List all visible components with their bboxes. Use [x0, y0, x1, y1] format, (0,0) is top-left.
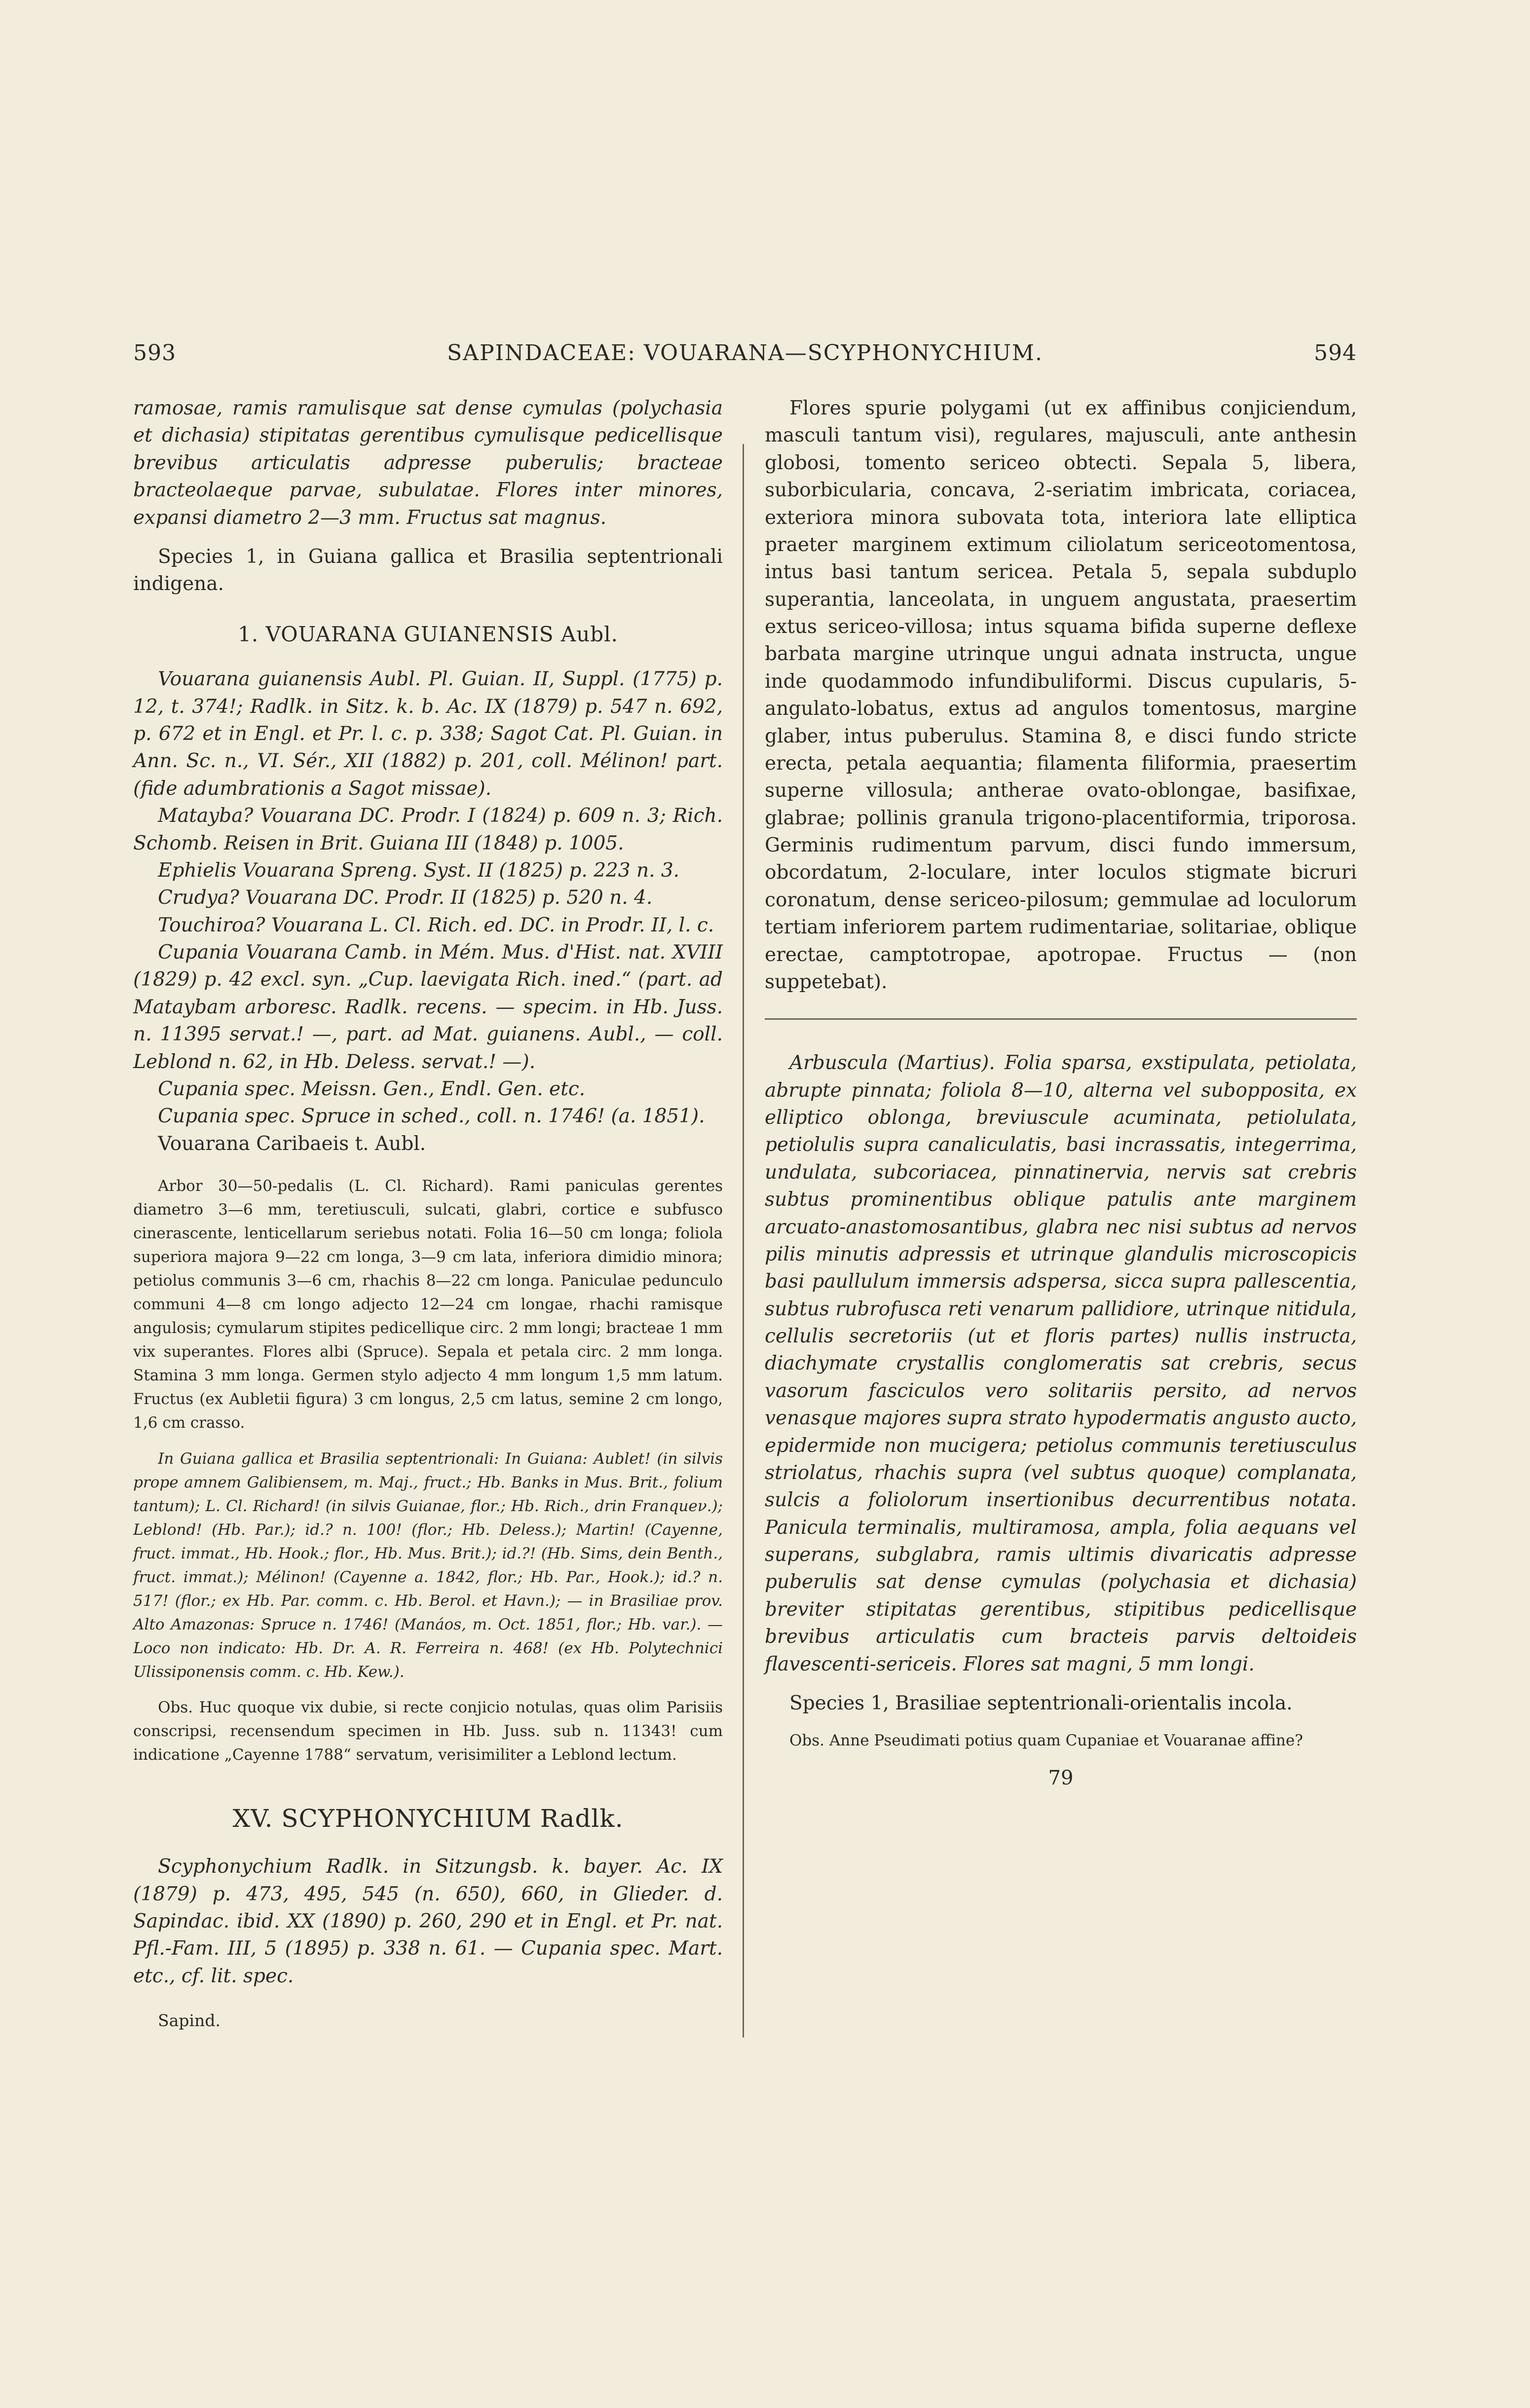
signature-mark: Sapind.	[158, 2011, 221, 2030]
synonym-5: Touchiroa? Vouarana L. Cl. Rich. ed. DC. in Prodr. II, l. c.	[158, 914, 714, 936]
running-header	[133, 340, 1357, 375]
observation-left: Obs. Huc quoque vix dubie, si recte conjicio notulas, quas olim Parisiis conscripsi, recensendum specimen in Hb. Juss. sub n. 11343! cum indicatione „Cayenne 1788“ servatum, verisimiliter a Leblond lectum.	[133, 1698, 723, 1764]
genus-description-continued: ramosae, ramis ramulisque sat dense cymulas (polychasia et dichasia) stipitatas gerentibus cymulisque pedicellisque brevibus articulatis adpresse puberulis; bracteae bracteolaeque parvae, subulatae. Flores inter minores, expansi diametro 2—3 mm. Fructus sat magnus.	[133, 397, 723, 529]
page-footer-number: 79	[1048, 1767, 1074, 1790]
flower-description: Flores spurie polygami (ut ex affinibus conjiciendum, masculi tantum visi), regulares, majusculi, ante anthesin globosi, tomento sericeo obtecti. Sepala 5, libera, suborbicularia, concava, 2-seriatim imbricata, coriacea, exteriora minora subovata tota, interiora late elliptica praeter marginem extimum ciliolatum sericeotomentosa, intus basi tantum sericea. Petala 5, sepala subduplo superantia, lanceolata, in unguem angustata, praesertim extus sericeo-villosa; intus squama bifida superne deflexe barbata margine utrinque ungui adnata instructa, ungue inde quodammodo infundibuliformi. Discus cupularis, 5-angulato-lobatus, extus ad angulos tomentosus, margine glaber, intus puberulus. Stamina 8, e disci fundo stricte erecta, petala aequantia; filamenta filiformia, praesertim superne villosula; antherae ovato-oblongae, basifixae, glabrae; pollinis granula trigono-placentiformia, triporosa. Germinis rudimentum parvum, disci fundo immersum, obcordatum, 2-loculare, inter loculos stigmate bicruri coronatum, dense sericeo-pilosum; gemmulae ad loculorum tertiam inferiorem partem rudimentariae, solitariae, oblique erectae, camptotropae, apotropae. Fructus — (non suppetebat).	[765, 397, 1357, 993]
habit-description: Arbuscula (Martius). Folia sparsa, exstipulata, petiolata, abrupte pinnata; foliola 8—10, alterna vel subopposita, ex elliptico oblonga, breviuscule acuminata, petiolulata, petiolulis supra canaliculatis, basi incrassatis, integerrima, undulata, subcoriacea, pinnatinervia, nervis sat crebris subtus prominentibus oblique patulis ante marginem arcuato-anastomosantibus, glabra nec nisi subtus ad nervos pilis minutis adpressis et utrinque glandulis microscopicis basi paullulum immersis adspersa, sicca supra pallescentia, subtus rubrofusca reti venarum pallidiore, utrinque nitidula, cellulis secretoriis (ut et floris partes) nullis instructa, diachymate crystallis conglomeratis sat crebris, secus vasorum fasciculos vero solitariis persito, ad nervos venasque majores supra strato hypodermatis angusto aucto, epidermide non mucigera; petiolus communis teretiusculus striolatus, rhachis supra (vel subtus quoque) complanata, sulcis a foliolorum insertionibus decurrentibus notata. Panicula terminalis, multiramosa, ampla, folia aequans vel superans, subglabra, ramis ultimis divaricatis adpresse puberulis sat dense cymulas (polychasia et dichasia) breviter stipitatas gerentibus, stipitibus pedicellisque brevibus articulatis cum bracteis parvis deltoideis flavescenti-sericeis. Flores sat magni, 5 mm longi.	[765, 1052, 1357, 1675]
species-description: Arbor 30—50-pedalis (L. Cl. Richard). Rami paniculas gerentes diametro 3—6 mm, teretiusculi, sulcati, glabri, cortice e subfusco cinerascente, lenticellarum seriebus notati. Folia 16—50 cm longa; foliola superiora majora 9—22 cm longa, 3—9 cm lata, inferiora dimidio minora; petiolus communis 3—6 cm, rhachis 8—22 cm longa. Paniculae pedunculo communi 4—8 cm longo adjecto 12—24 cm longae, rhachi ramisque angulosis; cymularum stipites pedicellique circ. 2 mm longi; bracteae 1 mm vix superantes. Flores albi (Spruce). Sepala et petala circ. 2 mm longa. Stamina 3 mm longa. Germen stylo adjecto 4 mm longum 1,5 mm latum. Fructus (ex Aubletii figura) 3 cm longus, 2,5 cm latus, semine 2 cm longo, 1,6 cm crasso.	[133, 1177, 723, 1432]
right-column	[765, 395, 1357, 1792]
synonym-4: Crudya? Vouarana DC. Prodr. II (1825) p. 520 n. 4.	[158, 887, 653, 909]
running-title: SAPINDACEAE: VOUARANA—SCYPHONYCHIUM.	[447, 340, 1043, 366]
section-rule	[765, 1018, 1357, 1020]
column-divider	[743, 444, 744, 2038]
page-number-right: 594	[1314, 340, 1357, 366]
species-count: Species 1, in Guiana gallica et Brasilia septentrionali indigena.	[133, 545, 723, 595]
observation-right: Obs. Anne Pseudimati potius quam Cupaniae et Vouaranae affine?	[789, 1732, 1303, 1750]
species-count-right: Species 1, Brasiliae septentrionali-orientalis incola.	[789, 1692, 1293, 1714]
synonym-9: Vouarana Caribaeis t. Aubl.	[158, 1132, 426, 1155]
synonym-2: Matayba? Vouarana DC. Prodr. I (1824) p. 609 n. 3; Rich. Schomb. Reisen in Brit. Guiana III (1848) p. 1005.	[133, 805, 723, 854]
left-column	[133, 395, 723, 2033]
species-heading: 1. VOUARANA GUIANENSIS Aubl.	[238, 622, 618, 646]
genus-heading: XV. SCYPHONYCHIUM Radlk.	[232, 1804, 624, 1833]
synonym-6: Cupania Vouarana Camb. in Mém. Mus. d'Hist. nat. XVIII (1829) p. 42 excl. syn. „Cup. laevigata Rich. ined.“ (part. ad Mataybam arboresc. Radlk. recens. — specim. in Hb. Juss. n. 11395 servat.! —, part. ad Mat. guianens. Aubl., — coll. Leblond n. 62, in Hb. Deless. servat.! —).	[133, 941, 723, 1073]
genus-citation: Scyphonychium Radlk. in Sitzungsb. k. bayer. Ac. IX (1879) p. 473, 495, 545 (n. 650), 660, in Glieder. d. Sapindac. ibid. XX (1890) p. 260, 290 et in Engl. et Pr. nat. Pfl.-Fam. III, 5 (1895) p. 338 n. 61. — Cupania spec. Mart. etc., cf. lit. spec.	[133, 1855, 723, 1987]
synonym-3: Ephielis Vouarana Spreng. Syst. II (1825) p. 223 n. 3.	[158, 859, 680, 882]
synonym-7: Cupania spec. Meissn. Gen., Endl. Gen. etc.	[158, 1077, 586, 1100]
synonym-1: Vouarana guianensis Aubl. Pl. Guian. II, Suppl. (1775) p. 12, t. 374!; Radlk. in Sitz. k. b. Ac. IX (1879) p. 547 n. 692, p. 672 et in Engl. et Pr. l. c. p. 338; Sagot Cat. Pl. Guian. in Ann. Sc. n., VI. Sér., XII (1882) p. 201, coll. Mélinon! part. (fide adumbrationis a Sagot missae).	[133, 668, 723, 800]
page-number-left: 593	[133, 340, 176, 366]
distribution: In Guiana gallica et Brasilia septentrionali: In Guiana: Aublet! (in silvis prope amnem Galibiensem, m. Maj., fruct.; Hb. Banks in Mus. Brit., folium tantum); L. Cl. Richard! (in silvis Guianae, flor.; Hb. Rich., drin Franqueν.); Leblond! (Hb. Par.); id.? n. 100! (flor.; Hb. Deless.); Martin! (Cayenne, fruct. immat., Hb. Hook.; flor., Hb. Mus. Brit.); id.?! (Hb. Sims, dein Benth., fruct. immat.); Mélinon! (Cayenne a. 1842, flor.; Hb. Par., Hook.); id.? n. 517! (flor.; ex Hb. Par. comm. c. Hb. Berol. et Havn.); — in Brasiliae prov. Alto Amazonas: Spruce n. 1746! (Manáos, m. Oct. 1851, flor.; Hb. var.). — Loco non indicato: Hb. Dr. A. R. Ferreira n. 468! (ex Hb. Polytechnici Ulissiponensis comm. c. Hb. Kew.).	[133, 1449, 723, 1681]
synonym-8: Cupania spec. Spruce in sched., coll. n. 1746! (a. 1851).	[158, 1105, 705, 1128]
